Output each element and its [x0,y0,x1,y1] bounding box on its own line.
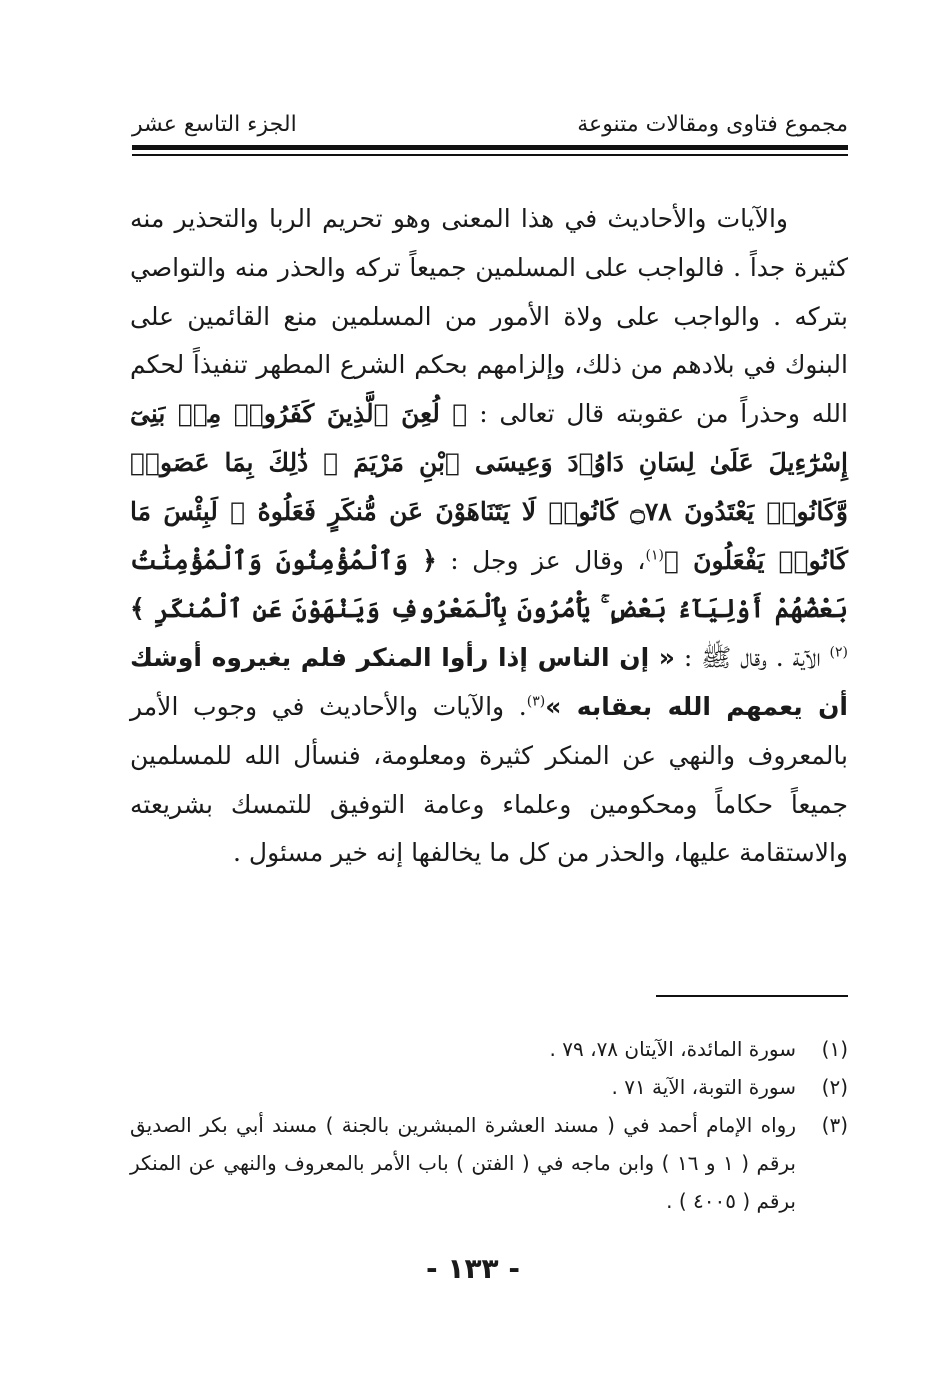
main-paragraph [130,195,848,878]
footnote-text: رواه الإمام أحمد في ( مسند العشرة المبشرين بالجنة ) مسند أبي بكر الصديق برقم ( ١ و ١٦ ) وابن ماجه في ( الفتن ) باب الأمر بالمعروف والنهي عن المنكر برقم ( ٤٠٠٥ ) . [130,1113,796,1213]
text-segment-2: ، وقال عز وجل : [436,545,646,575]
text-segment-3: الآية . وقال ﷺ : [674,643,830,673]
text-segment-4: . والآيات والأحاديث في وجوب الأمر بالمعروف والنهي عن المنكر كثيرة ومعلومة، فنسأل الله للمسلمين جميعاً حكاماً ومحكومين وعلماء وعامة التوفيق للتمسك بشريعته والاستقامة عليها، والحذر من كل ما يخالفها إنه خير مسئول . [130,691,848,868]
page-number: - ١٣٣ - [425,1252,521,1285]
header-rule-thick [132,145,848,150]
quran-verse-2: ﴿ وَٱلْمُؤْمِنُونَ وَٱلْمُؤْمِنَٰتُ بَعْضُهُمْ أَوْلِيَآءُ بَعْضٍ ۚ يَأْمُرُونَ بِٱلْمَعْرُوفِ وَيَنْهَوْنَ عَنِ ٱلْمُنكَرِ ﴾ [130,545,848,624]
footnote-text: سورة المائدة، الآيتان ٧٨، ٧٩ . [549,1037,796,1061]
footnote-ref-2: (٢) [829,644,848,661]
footnote-3 [130,1106,848,1220]
quran-verse-1: ﴿ لُعِنَ ٱلَّذِينَ كَفَرُوا۟ مِنۢ بَنِىٓ إِسْرَٰٓءِيلَ عَلَىٰ لِسَانِ دَاوُۥدَ وَعِيسَى ٱبْنِ مَرْيَمَ ۚ ذَٰلِكَ بِمَا عَصَوا۟ وَّكَانُوا۟ يَعْتَدُونَ ۝٧٨ كَانُوا۟ لَا يَتَنَاهَوْنَ عَن مُّنكَرٍ فَعَلُوهُ ۚ لَبِئْسَ مَا كَانُوا۟ يَفْعَلُونَ ﴾ [130,399,849,575]
footnote-number: (٣) [821,1113,848,1137]
footnote-1 [130,1030,848,1068]
header-rule-thin [132,154,848,156]
text-segment-1: والآيات والأحاديث في هذا المعنى وهو تحريم الربا والتحذير منه كثيرة جداً . فالواجب على المسلمين جميعاً تركه والحذر منه والتواصي بتركه . والواجب على ولاة الأمور من المسلمين منع القائمين على البنوك في بلادهم من ذلك، وإلزامهم بحكم الشرع المطهر تنفيذاً لحكم الله وحذراً من عقوبته قال تعالى : [130,204,848,429]
footnote-ref-3: (٣) [526,693,546,710]
hadith-quote: « إن الناس إذا رأوا المنكر فلم يغيروه أوشك أن يعمهم الله بعقابه » [130,643,848,721]
footnote-ref-1: (١) [645,547,664,564]
book-title: مجموع فتاوى ومقالات متنوعة [577,112,848,137]
volume-label: الجزء التاسع عشر [132,112,297,137]
footnote-number: (٢) [821,1075,848,1099]
footnote-number: (١) [821,1037,848,1061]
footnote-separator [656,995,848,997]
main-text [130,195,848,878]
footnote-text: سورة التوبة، الآية ٧١ . [611,1075,796,1099]
footnote-2 [130,1068,848,1106]
footnotes [130,1030,848,1220]
